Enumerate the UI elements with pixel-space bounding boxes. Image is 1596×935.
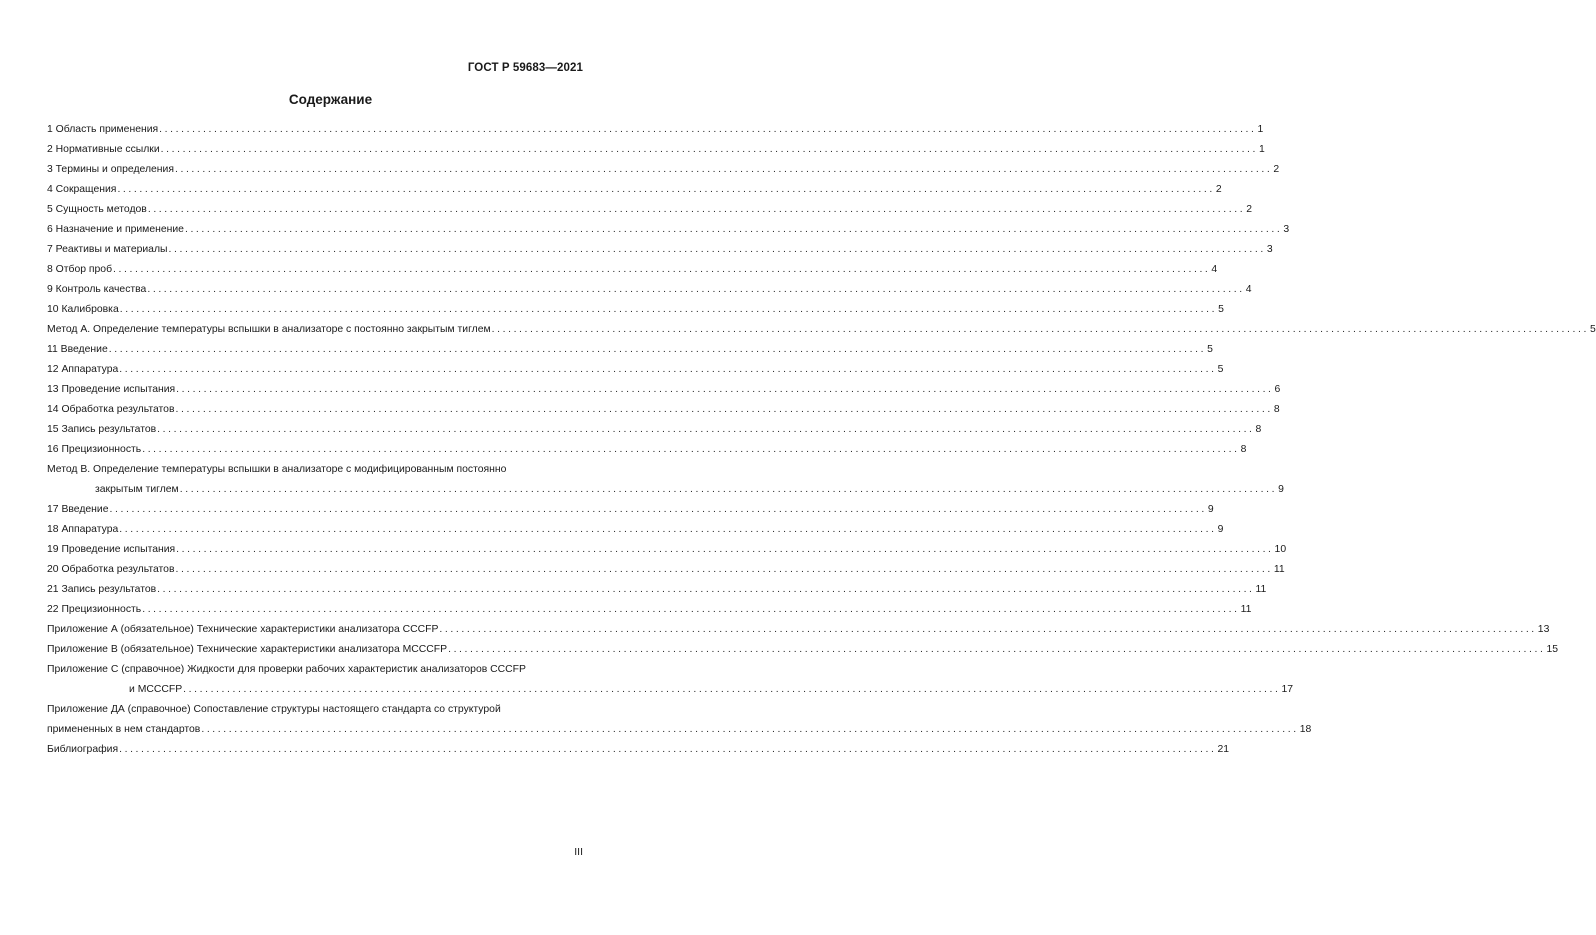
toc-entry-label: 3 Термины и определения bbox=[47, 164, 174, 175]
toc-entry: Приложение В (обязательное) Технические характеристики анализатора MCCCFP ........................................................................................................................................................................................................ 15 bbox=[47, 640, 583, 660]
toc-entry-label: 19 Проведение испытания bbox=[47, 544, 176, 555]
toc-entry-page: 2 bbox=[1215, 184, 1222, 195]
toc-entry: 17 Введение ........................................................................................................................................................................................................ 9 bbox=[47, 500, 583, 520]
toc-entry-page: 4 bbox=[1211, 264, 1218, 275]
toc-entry-label: 12 Аппаратура bbox=[47, 364, 119, 375]
toc-entry-label: 9 Контроль качества bbox=[47, 284, 147, 295]
table-of-contents bbox=[47, 120, 1596, 760]
toc-entry-label: 5 Сущность методов bbox=[47, 204, 147, 215]
toc-entry-label: Приложение А (обязательное) Технические характеристики анализатора CCCFP bbox=[47, 624, 439, 635]
toc-entry-page: 2 bbox=[1273, 164, 1280, 175]
toc-entry-label: 10 Калибровка bbox=[47, 304, 119, 315]
toc-entry-page: 9 bbox=[1278, 484, 1284, 495]
toc-entry-page: 3 bbox=[1266, 244, 1273, 255]
toc-entry: 18 Аппаратура ........................................................................................................................................................................................................ 9 bbox=[47, 520, 583, 540]
toc-entry-label: Метод В. Определение температуры вспышки в анализаторе с модифицированным постоянно bbox=[47, 464, 507, 475]
toc-entry-label: закрытым тиглем bbox=[95, 484, 179, 495]
toc-entry-label: 17 Введение bbox=[47, 504, 109, 515]
toc-entry-page: 8 bbox=[1255, 424, 1262, 435]
toc-entry-page: 15 bbox=[1546, 644, 1559, 655]
toc-entry: 19 Проведение испытания ........................................................................................................................................................................................................ 10 bbox=[47, 540, 583, 560]
toc-entry: 20 Обработка результатов ........................................................................................................................................................................................................ 11 bbox=[47, 560, 583, 580]
toc-title: Содержание bbox=[288, 92, 373, 107]
toc-entry-label: Приложение В (обязательное) Технические характеристики анализатора MCCCFP bbox=[47, 644, 448, 655]
toc-entry: 8 Отбор проб ........................................................................................................................................................................................................ 4 bbox=[47, 260, 583, 280]
toc-entry-label: 7 Реактивы и материалы bbox=[47, 244, 168, 255]
standard-header: ГОСТ Р 59683—2021 bbox=[467, 62, 583, 74]
toc-entry-page: 21 bbox=[1217, 744, 1230, 755]
toc-entry-page: 9 bbox=[1217, 524, 1224, 535]
toc-entry-label: 14 Обработка результатов bbox=[47, 404, 175, 415]
toc-entry-page: 11 bbox=[1255, 584, 1267, 595]
toc-entry: 21 Запись результатов ........................................................................................................................................................................................................ 11 bbox=[47, 580, 583, 600]
toc-entry-page: 13 bbox=[1537, 624, 1550, 635]
toc-entry-label: 21 Запись результатов bbox=[47, 584, 157, 595]
toc-entry-page: 10 bbox=[1274, 544, 1287, 555]
toc-entry-first-line bbox=[47, 660, 583, 680]
toc-entry-page: 18 bbox=[1299, 724, 1312, 735]
toc-entry: Метод А. Определение температуры вспышки в анализаторе с постоянно закрытым тиглем ........................................................................................................................................................................................................ 5 bbox=[47, 320, 583, 340]
toc-entry: 7 Реактивы и материалы ........................................................................................................................................................................................................ 3 bbox=[47, 240, 583, 260]
toc-entry: 4 Сокращения ........................................................................................................................................................................................................ 2 bbox=[47, 180, 583, 200]
toc-entry-label: 8 Отбор проб bbox=[47, 264, 113, 275]
toc-entry: 9 Контроль качества ........................................................................................................................................................................................................ 4 bbox=[47, 280, 583, 300]
toc-entry-page: 8 bbox=[1273, 404, 1280, 415]
toc-entry: 22 Прецизионность ........................................................................................................................................................................................................ 11 bbox=[47, 600, 583, 620]
toc-entry-label: Библиография bbox=[47, 744, 119, 755]
toc-entry-label: 6 Назначение и применение bbox=[47, 224, 184, 235]
toc-entry: 12 Аппаратура ........................................................................................................................................................................................................ 5 bbox=[47, 360, 583, 380]
toc-entry: Библиография ........................................................................................................................................................................................................ 21 bbox=[47, 740, 583, 760]
toc-entry-first-line bbox=[47, 700, 583, 720]
toc-entry: 16 Прецизионность ........................................................................................................................................................................................................ 8 bbox=[47, 440, 583, 460]
toc-entry-page: 8 bbox=[1240, 444, 1247, 455]
toc-entry: 2 Нормативные ссылки ........................................................................................................................................................................................................ 1 bbox=[47, 140, 583, 160]
toc-entry-label: примененных в нем стандартов bbox=[47, 724, 201, 735]
toc-entry-page: 17 bbox=[1281, 684, 1294, 695]
toc-entry: 6 Назначение и применение ........................................................................................................................................................................................................ 3 bbox=[47, 220, 583, 240]
toc-entry-page: 11 bbox=[1240, 604, 1252, 615]
toc-entry: 13 Проведение испытания ........................................................................................................................................................................................................ 6 bbox=[47, 380, 583, 400]
toc-entry-page: 1 bbox=[1257, 124, 1264, 135]
toc-entry-continuation: примененных в нем стандартов ........................................................................................................................................................................................................ 18 bbox=[47, 720, 583, 740]
toc-entry-continuation: закрытым тиглем ........................................................................................................................................................................................................ 9 bbox=[47, 480, 583, 500]
toc-entry-page: 5 bbox=[1218, 304, 1224, 315]
toc-entry-page: 5 bbox=[1590, 324, 1596, 335]
toc-entry-page: 3 bbox=[1283, 224, 1290, 235]
toc-entry-page: 6 bbox=[1274, 384, 1281, 395]
toc-entry-label: Приложение С (справочное) Жидкости для проверки рабочих характеристик анализаторов CCCFP bbox=[47, 664, 526, 675]
toc-entry-first-line bbox=[47, 460, 583, 480]
toc-entry-label: и MCCCFP bbox=[129, 684, 183, 695]
toc-entry-label: 1 Область применения bbox=[47, 124, 159, 135]
toc-entry-page: 9 bbox=[1207, 504, 1214, 515]
toc-entry: 14 Обработка результатов ........................................................................................................................................................................................................ 8 bbox=[47, 400, 583, 420]
toc-entry-label: 20 Обработка результатов bbox=[47, 564, 175, 575]
toc-entry-label: 18 Аппаратура bbox=[47, 524, 119, 535]
toc-entry-label: 15 Запись результатов bbox=[47, 424, 157, 435]
toc-entry-label: 13 Проведение испытания bbox=[47, 384, 176, 395]
toc-entry-label: 2 Нормативные ссылки bbox=[47, 144, 160, 155]
toc-entry-page: 11 bbox=[1273, 564, 1285, 575]
toc-entry-page: 5 bbox=[1217, 364, 1224, 375]
toc-entry: 5 Сущность методов ........................................................................................................................................................................................................ 2 bbox=[47, 200, 583, 220]
toc-entry-page: 4 bbox=[1245, 284, 1252, 295]
toc-entry-page: 1 bbox=[1259, 144, 1265, 155]
toc-entry: Приложение А (обязательное) Технические характеристики анализатора CCCFP ........................................................................................................................................................................................................ 13 bbox=[47, 620, 583, 640]
toc-entry: 15 Запись результатов ........................................................................................................................................................................................................ 8 bbox=[47, 420, 583, 440]
toc-entry-page: 2 bbox=[1246, 204, 1252, 215]
toc-entry-continuation: и MCCCFP ........................................................................................................................................................................................................ 17 bbox=[47, 680, 583, 700]
toc-entry-label: Метод А. Определение температуры вспышки в анализаторе с постоянно закрытым тиглем bbox=[47, 324, 491, 335]
toc-entry-label: 11 Введение bbox=[47, 344, 108, 355]
toc-entry-label: 16 Прецизионность bbox=[47, 444, 142, 455]
toc-entry-label: 4 Сокращения bbox=[47, 184, 117, 195]
toc-entry: 10 Калибровка ........................................................................................................................................................................................................ 5 bbox=[47, 300, 583, 320]
page-number: III bbox=[574, 846, 583, 858]
toc-entry-page: 5 bbox=[1207, 344, 1213, 355]
toc-entry-label: Приложение ДА (справочное) Сопоставление структуры настоящего стандарта со структурой bbox=[47, 704, 501, 715]
toc-entry-label: 22 Прецизионность bbox=[47, 604, 142, 615]
toc-entry: 11 Введение ........................................................................................................................................................................................................ 5 bbox=[47, 340, 583, 360]
toc-entry: 3 Термины и определения ........................................................................................................................................................................................................ 2 bbox=[47, 160, 583, 180]
toc-entry: 1 Область применения ........................................................................................................................................................................................................ 1 bbox=[47, 120, 583, 140]
